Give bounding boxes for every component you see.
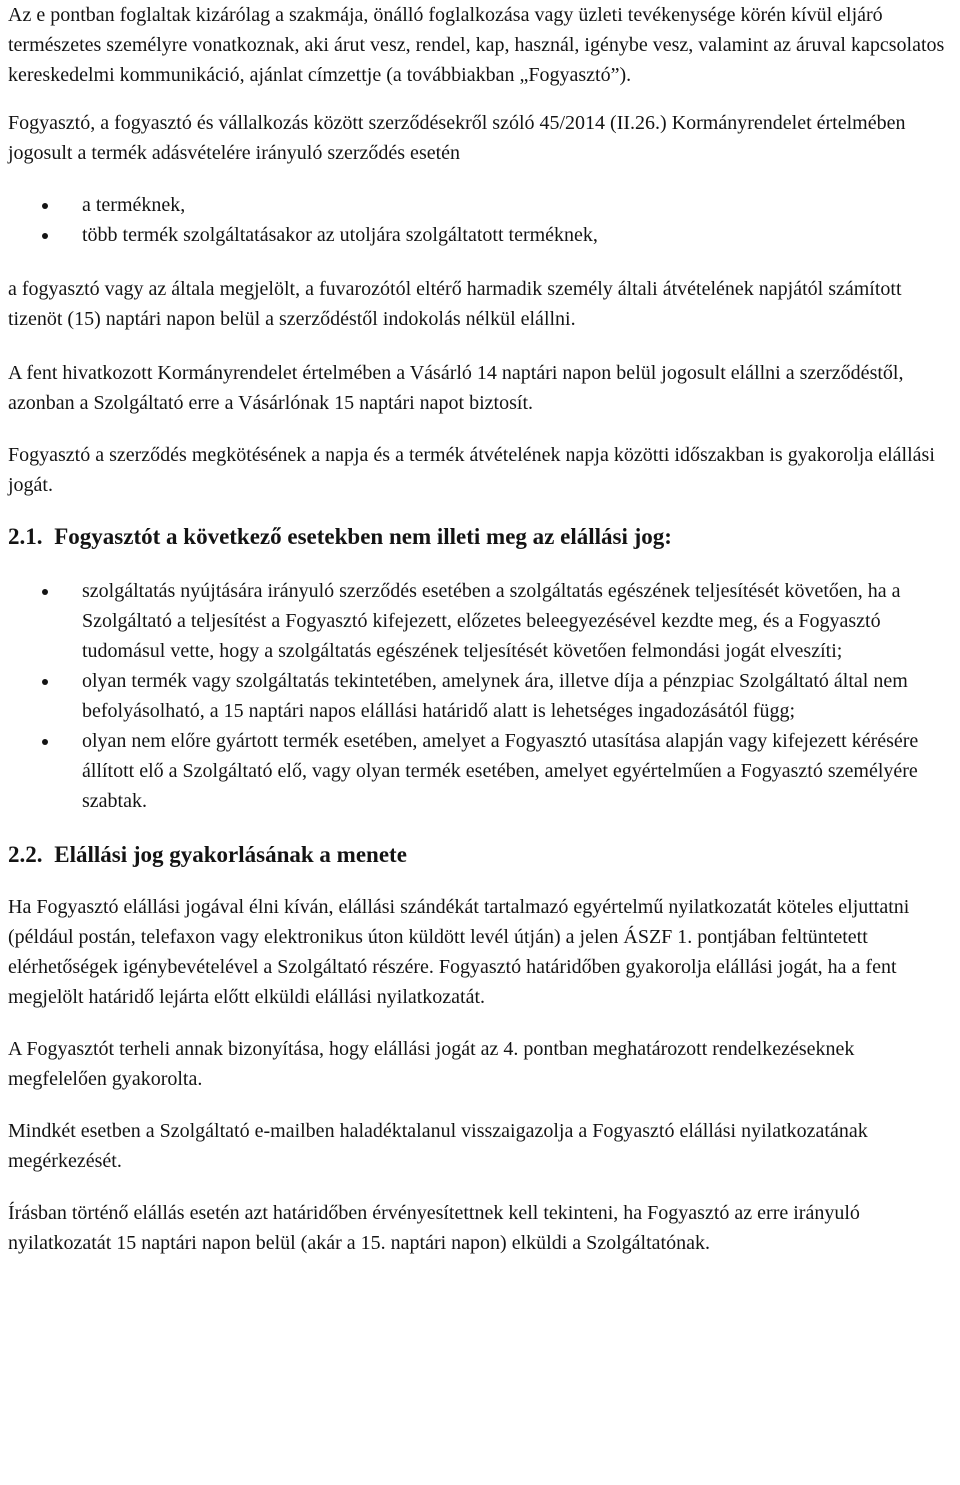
list-item-text: több termék szolgáltatásakor az utoljára szolgáltatott terméknek, — [82, 224, 598, 246]
section-heading-2-1 — [8, 522, 956, 552]
bullet-icon — [42, 203, 48, 209]
section-number: 2.1. — [8, 524, 43, 549]
vasarlo-paragraph: A fent hivatkozott Kormányrendelet értelmében a Vásárló 14 naptári napon belül jogosult elállni a szerződéstől, azonban a Szolgáltató erre a Vásárlónak 15 naptári napot biztosít. — [8, 362, 904, 414]
bullet-icon — [42, 739, 48, 745]
list-item — [8, 190, 956, 220]
bullet-icon — [42, 233, 48, 239]
bullet-icon — [42, 589, 48, 595]
burden-paragraph: A Fogyasztót terheli annak bizonyítása, hogy elállási jogát az 4. pontban meghatározott rendelkezéseknek megfelelően gyakorolta. — [8, 1038, 855, 1090]
list-item — [8, 726, 956, 816]
list-item — [8, 666, 956, 726]
list-item-text: olyan nem előre gyártott termék esetében, amelyet a Fogyasztó utasítása alapján vagy kifejezett kérésére állított elő a Szolgáltató elő, vagy olyan termék esetében, amelyet egyértelműen a Fogyasztó személyére szabtak. — [82, 730, 919, 812]
section-title: Fogyasztót a következő esetekben nem illeti meg az elállási jog: — [54, 524, 672, 549]
intro-paragraph: Az e pontban foglaltak kizárólag a szakmája, önálló foglalkozása vagy üzleti tevékenysége körén kívül eljáró természetes személyre vonatkoznak, aki árut vesz, rendel, kap, használ, igénybe vesz, valamint az áruval kapcsolatos kereskedelmi kommunikáció, ajánlat címzettje (a továbbiakban „Fogyasztó”). — [8, 4, 945, 86]
list-item — [8, 576, 956, 666]
list-item — [8, 220, 956, 250]
exceptions-list — [8, 576, 956, 816]
right-after-paragraph: a fogyasztó vagy az általa megjelölt, a fuvarozótól eltérő harmadik személy általi átvételének napjától számított tizenöt (15) naptári napon belül a szerződéstől indokolás nélkül elállni. — [8, 278, 902, 330]
period-paragraph: Fogyasztó a szerződés megkötésének a napja és a termék átvételének napja közötti időszakban is gyakorolja elállási jogát. — [8, 444, 935, 496]
bullet-icon — [42, 679, 48, 685]
list-item-text: a terméknek, — [82, 194, 186, 216]
right-bullet-list — [8, 190, 956, 250]
section-title: Elállási jog gyakorlásának a menete — [54, 842, 407, 867]
procedure-paragraph: Ha Fogyasztó elállási jogával élni kíván, elállási szándékát tartalmazó egyértelmű nyilatkozatát köteles eljuttatni (például postán, telefaxon vagy elektronikus úton küldött levél útján) a jelen ÁSZF 1. pontjában feltüntetett elérhetőségek igénybevételével a Szolgáltató részére. Fogyasztó határidőben gyakorolja elállási jogát, ha a fent megjelölt határidő lejárta előtt elküldi elállási nyilatkozatát. — [8, 896, 910, 1008]
list-item-text: olyan termék vagy szolgáltatás tekintetében, amelynek ára, illetve díja a pénzpiac Szolgáltató által nem befolyásolható, a 15 naptári napos elállási határidő alatt is lehetséges ingadozásától függ; — [82, 670, 908, 722]
confirmation-paragraph: Mindkét esetben a Szolgáltató e-mailben haladéktalanul visszaigazolja a Fogyasztó elállási nyilatkozatának megérkezését. — [8, 1120, 868, 1172]
section-number: 2.2. — [8, 842, 43, 867]
written-withdrawal-paragraph: Írásban történő elállás esetén azt határidőben érvényesítettnek kell tekinteni, ha Fogyasztó az erre irányuló nyilatkozatát 15 naptári napon belül (akár a 15. naptári napon) elküldi a Szolgáltatónak. — [8, 1202, 860, 1254]
section-heading-2-2 — [8, 840, 956, 870]
list-item-text: szolgáltatás nyújtására irányuló szerződés esetében a szolgáltatás egészének teljesítését követően, ha a Szolgáltató a teljesítést a Fogyasztó kifejezett, előzetes beleegyezésével kezdte meg, és a Fogyasztó tudomásul vette, hogy a szolgáltatás egészének teljesítését követően felmondási jogát elveszíti; — [82, 580, 901, 662]
right-paragraph: Fogyasztó, a fogyasztó és vállalkozás között szerződésekről szóló 45/2014 (II.26.) Kormányrendelet értelmében jogosult a termék adásvételére irányuló szerződés esetén — [8, 112, 906, 164]
